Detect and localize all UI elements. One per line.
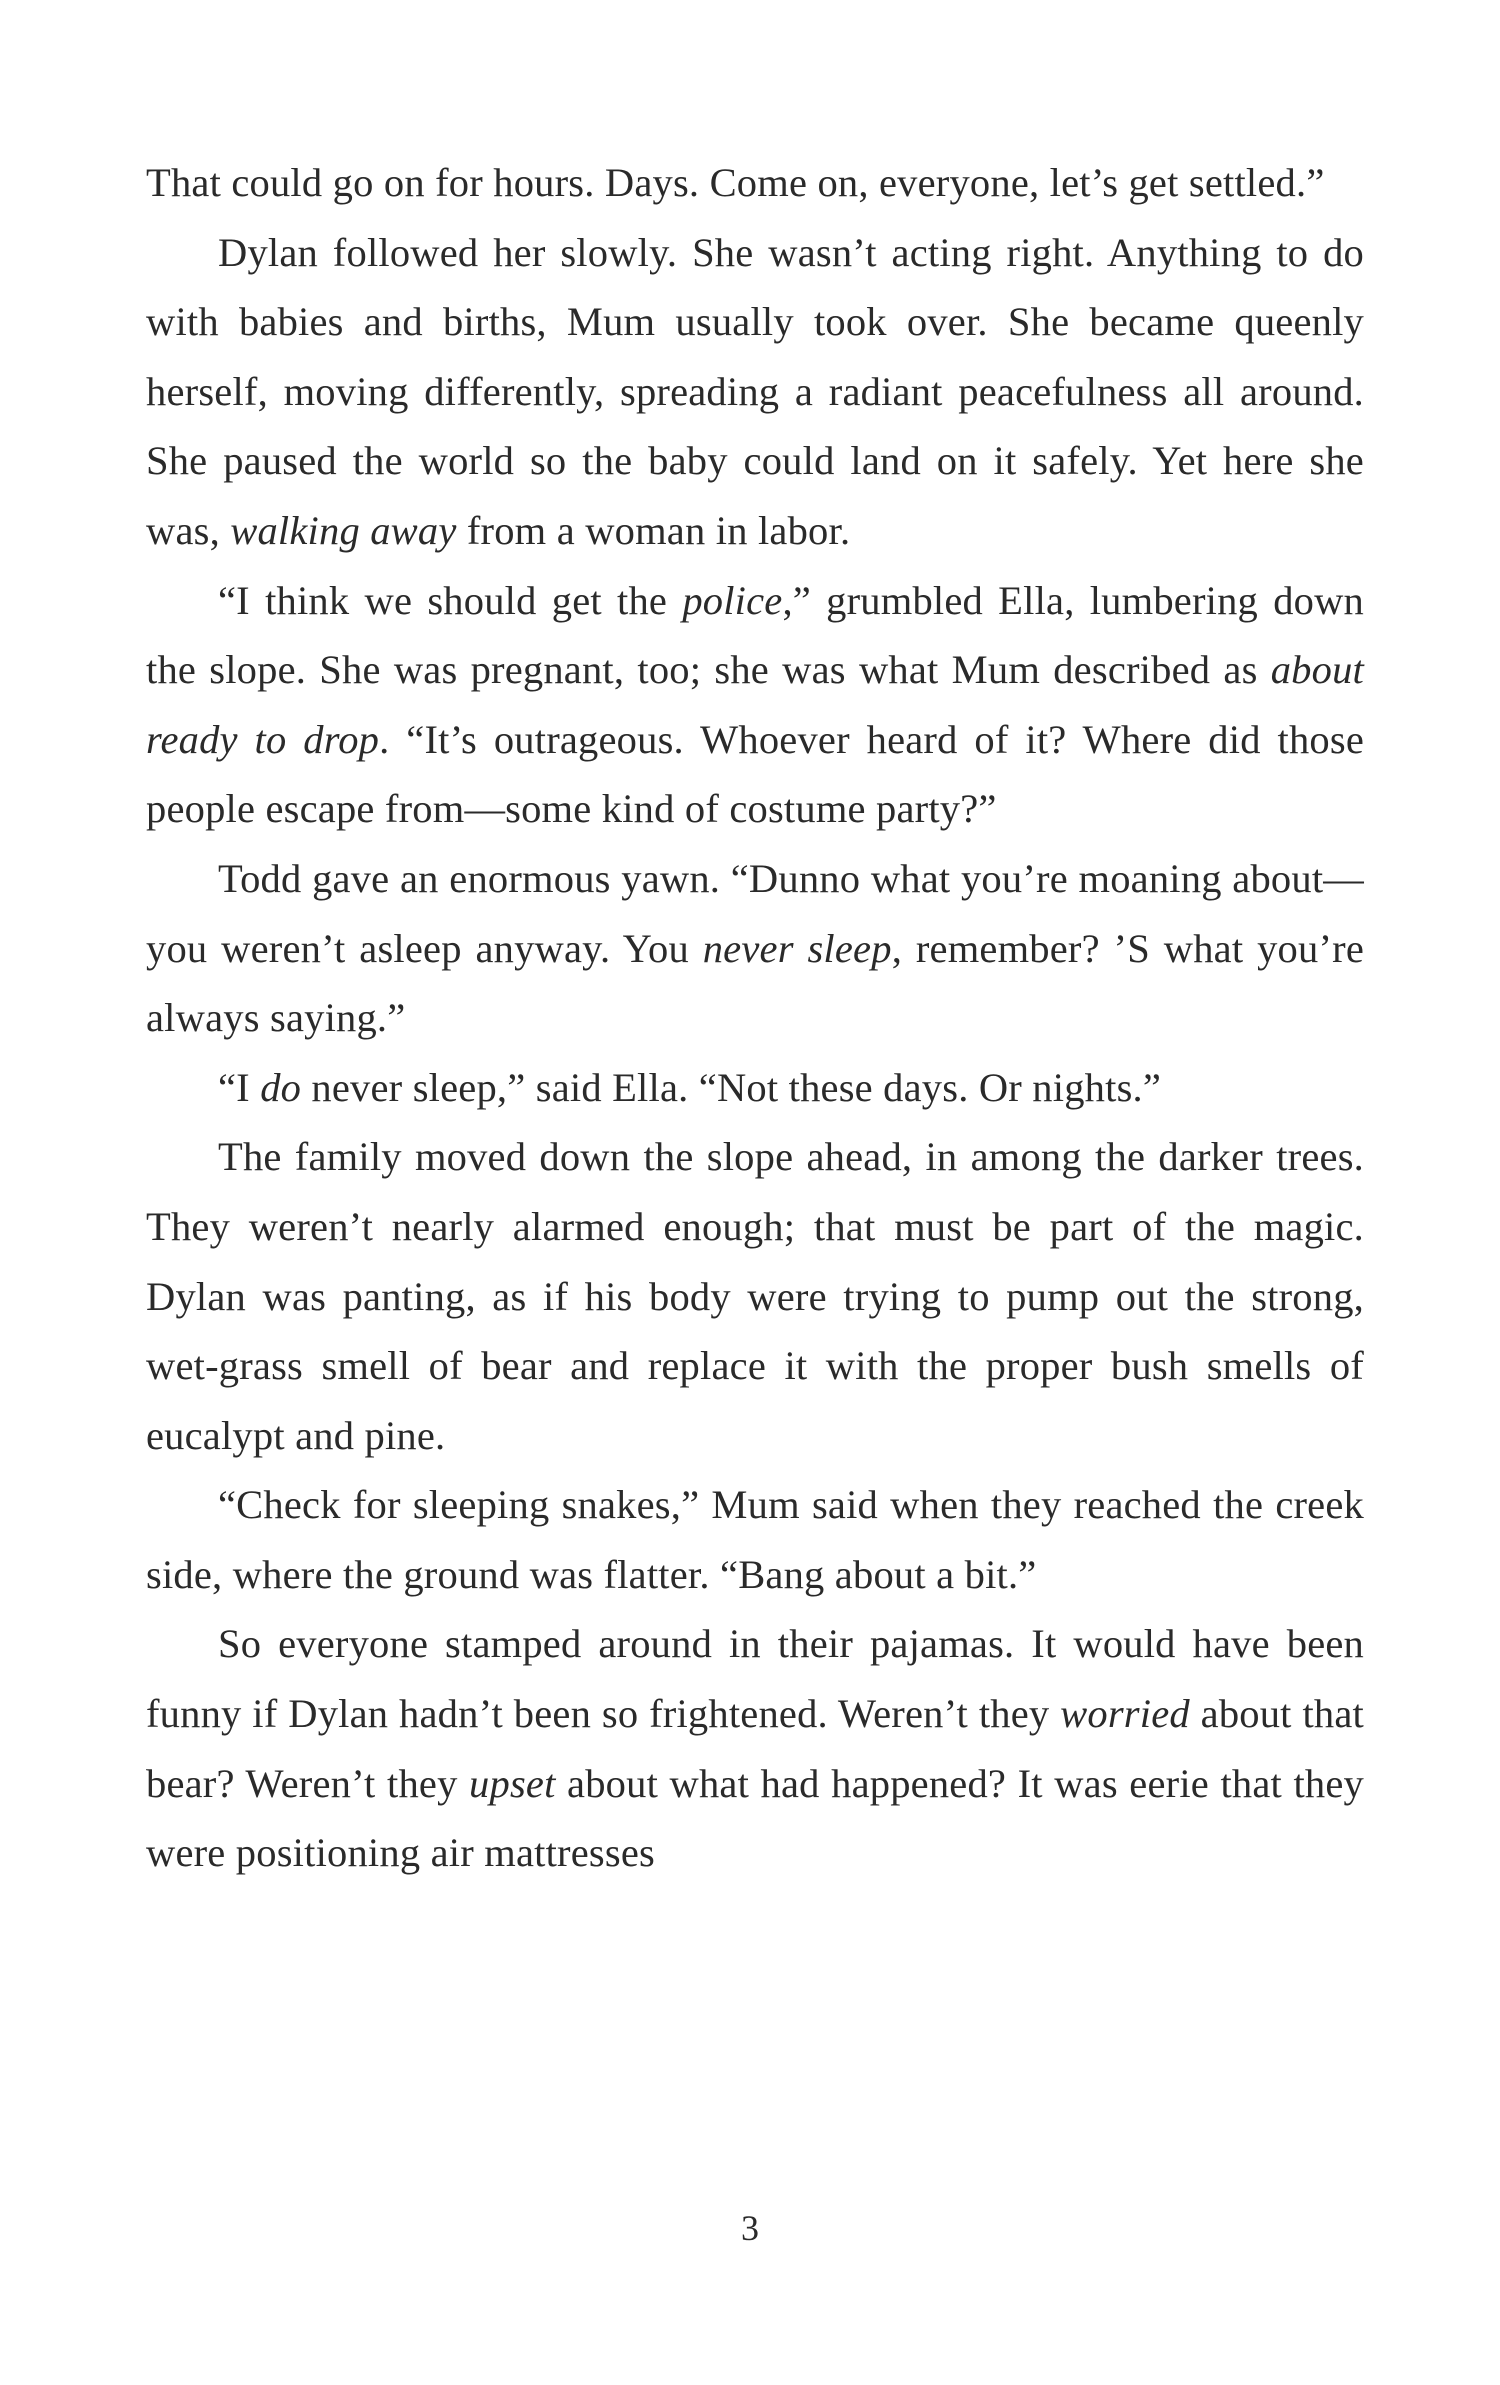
italic-text: about ready to drop — [146, 647, 1364, 762]
text-run: from a woman in labor. — [456, 507, 851, 553]
italic-text: never sleep — [702, 925, 892, 971]
text-run: The family moved down the slope ahead, in among the darker trees. They weren’t nearly alarmed enough; that must be part of the magic. Dylan was panting, as if his body were trying to pump out the strong, wet-grass smell of bear and replace it with the proper bush smells of eucalypt and pine. — [146, 1134, 1364, 1458]
paragraph — [146, 844, 1364, 1053]
text-run: “I think we should get the — [218, 577, 683, 623]
text-run: never sleep,” said Ella. “Not these days. Or nights.” — [301, 1064, 1162, 1110]
text-run: . “It’s outrageous. Whoever heard of it? Where did those people escape from—some kind of costume party?” — [146, 716, 1364, 832]
italic-text: upset — [469, 1760, 556, 1806]
italic-text: police — [682, 577, 783, 623]
text-run: about that bear? Weren’t they — [146, 1691, 1364, 1806]
italic-text: walking away — [230, 507, 457, 553]
text-run: Todd gave an enormous yawn. “Dunno what you’re moaning about—you weren’t asleep anyway. You — [146, 855, 1364, 971]
paragraph — [146, 1053, 1364, 1123]
page-number: 3 — [741, 2208, 759, 2248]
paragraph — [146, 1470, 1364, 1609]
paragraph — [146, 218, 1364, 566]
body-text — [146, 148, 1364, 1888]
text-run: ,” grumbled Ella, lumbering down the slope. She was pregnant, too; she was what Mum described as — [146, 577, 1364, 693]
text-run: Dylan followed her slowly. She wasn’t acting right. Anything to do with babies and births, Mum usually took over. She became queenly herself, moving differently, spreading a radiant peacefulness all around. She paused the world so the baby could land on it safely. Yet here she was, — [146, 229, 1364, 553]
text-run: , remember? ’S what you’re always saying.” — [146, 925, 1364, 1041]
paragraph — [146, 1609, 1364, 1887]
paragraph — [146, 148, 1364, 218]
italic-text: worried — [1060, 1691, 1190, 1737]
text-run: “I — [218, 1064, 261, 1110]
text-run: That could go on for hours. Days. Come on, everyone, let’s get settled.” — [146, 160, 1325, 205]
text-run: So everyone stamped around in their pajamas. It would have been funny if Dylan hadn’t been so frightened. Weren’t they — [146, 1621, 1364, 1737]
paragraph — [146, 1122, 1364, 1470]
text-run: about what had happened? It was eerie that they were positioning air mattresses — [146, 1760, 1365, 1876]
italic-text: do — [260, 1064, 302, 1110]
paragraph — [146, 566, 1364, 844]
text-run: “Check for sleeping snakes,” Mum said when they reached the creek side, where the ground was flatter. “Bang about a bit.” — [146, 1482, 1364, 1597]
